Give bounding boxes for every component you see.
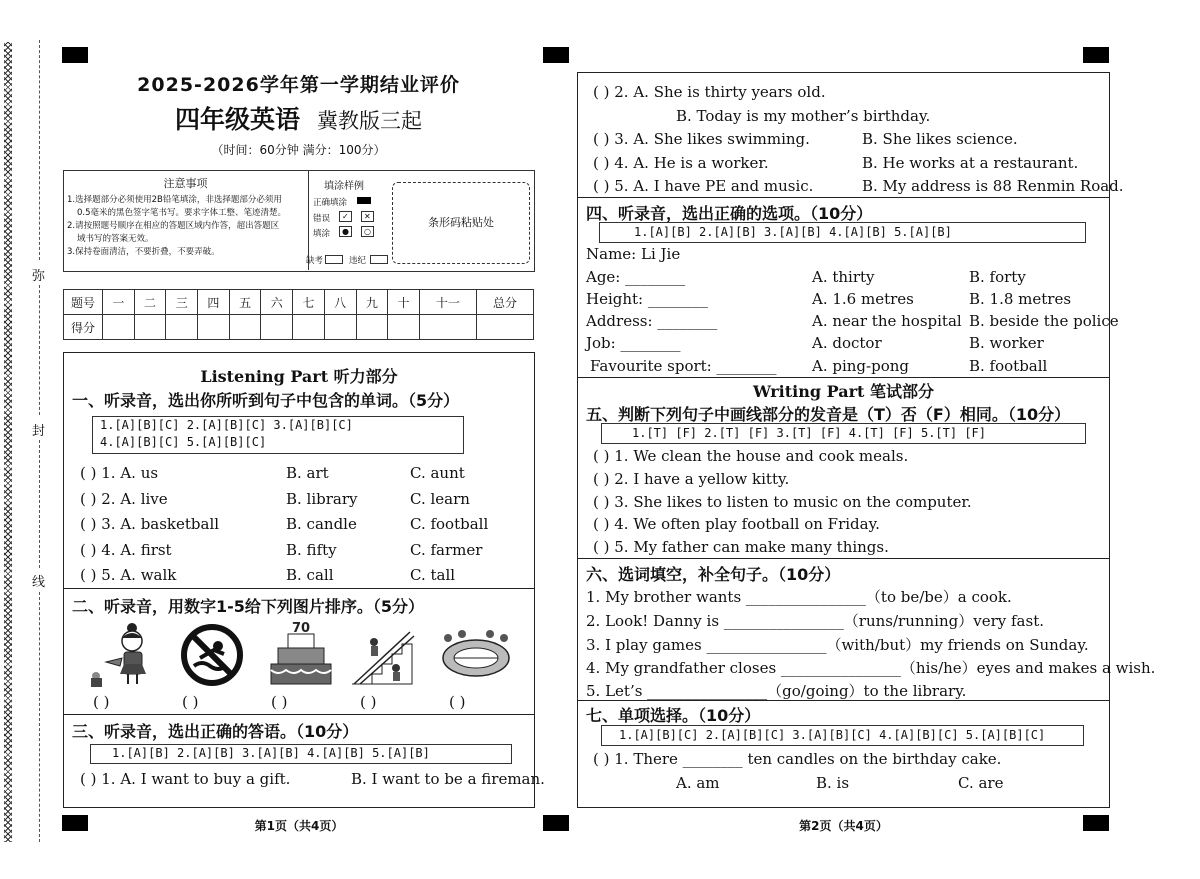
section-divider bbox=[577, 377, 1110, 378]
side-char-mi: 弥 bbox=[32, 269, 46, 284]
section-divider bbox=[577, 700, 1110, 701]
option-c: C. tall bbox=[410, 566, 456, 584]
side-char-xian: 线 bbox=[32, 575, 46, 590]
notice-line: 0.5毫米的黑色签字笔书写。要求字体工整、笔迹清楚。 bbox=[77, 208, 287, 218]
question-row: ( ) 5. A. walk bbox=[80, 566, 177, 584]
violation-label: 违纪 bbox=[349, 256, 367, 266]
score-cell[interactable] bbox=[134, 315, 166, 340]
option-b: B. He works at a restaurant. bbox=[862, 154, 1079, 172]
question-row: ( ) 3. She likes to listen to music on the computer. bbox=[593, 493, 972, 511]
info-label: Address: ________ bbox=[586, 312, 718, 330]
check-box-icon: ✓ bbox=[339, 211, 352, 222]
info-label: Age: ________ bbox=[586, 268, 686, 286]
question-row: ( ) 5. A. I have PE and music. bbox=[593, 177, 814, 195]
answer-options[interactable]: 1.[A][B] 2.[A][B] 3.[A][B] 4.[A][B] 5.[A][B] bbox=[634, 225, 952, 239]
score-cell[interactable] bbox=[103, 315, 135, 340]
section-divider bbox=[63, 714, 535, 715]
page-footer-2: 第2页（共4页） bbox=[799, 819, 888, 833]
absent-label: 缺考 bbox=[306, 256, 324, 266]
question-row: ( ) 4. We often play football on Friday. bbox=[593, 515, 880, 533]
score-cell[interactable] bbox=[229, 315, 261, 340]
notice-line: 2.请按照题号顺序在相应的答题区域内作答，超出答题区 bbox=[67, 221, 280, 231]
dot-box-icon: ● bbox=[339, 226, 352, 237]
section-divider bbox=[577, 558, 1110, 559]
score-cell[interactable] bbox=[324, 315, 356, 340]
option-b: B. art bbox=[286, 464, 329, 482]
question-row: ( ) 1. There ________ ten candles on the birthday cake. bbox=[593, 750, 1002, 768]
fill-wrong-label: 错误 bbox=[313, 214, 331, 224]
notice-text bbox=[67, 194, 307, 259]
answer-options[interactable]: 1.[A][B][C] 2.[A][B][C] 3.[A][B][C] bbox=[100, 418, 353, 432]
score-header-cell: 五 bbox=[229, 290, 261, 315]
option-c: C. aunt bbox=[410, 464, 465, 482]
option-b: B. candle bbox=[286, 515, 357, 533]
option-b: B. worker bbox=[969, 334, 1044, 352]
option-b: B. forty bbox=[969, 268, 1026, 286]
info-label: Favourite sport: ________ bbox=[590, 357, 777, 375]
barcode-label: 条形码粘贴处 bbox=[428, 216, 494, 229]
subject-line bbox=[63, 100, 534, 136]
section-3-heading: 三、听录音，选出正确的答语。（10分） bbox=[72, 722, 359, 741]
question-row: ( ) 2. I have a yellow kitty. bbox=[593, 470, 790, 488]
notice-line: 1.选择题部分必须使用2B铅笔填涂，非选择题部分必须用 bbox=[67, 195, 282, 205]
scan-marker bbox=[1083, 47, 1109, 63]
section-divider bbox=[577, 197, 1110, 198]
picture-order-blank[interactable]: ( ) bbox=[93, 693, 110, 711]
option-b: B. She likes science. bbox=[862, 130, 1018, 148]
score-cell[interactable] bbox=[476, 315, 533, 340]
score-header-cell: 总分 bbox=[476, 290, 533, 315]
option-b: B. Today is my mother’s birthday. bbox=[676, 107, 931, 125]
scan-marker bbox=[543, 815, 569, 831]
score-cell[interactable] bbox=[261, 315, 293, 340]
cross-box-icon: ✕ bbox=[361, 211, 374, 222]
fill-wrong-label-2: 填涂 bbox=[313, 229, 331, 239]
option-c: C. football bbox=[410, 515, 489, 533]
question-row: ( ) 3. A. She likes swimming. bbox=[593, 130, 810, 148]
option-a: A. doctor bbox=[812, 334, 882, 352]
fill-blank-row[interactable]: 1. My brother wants ________________（to be/be）a cook. bbox=[586, 588, 1012, 606]
exam-title: 2025-2026学年第一学期结业评价 bbox=[137, 74, 460, 96]
exam-meta: （时间：60分钟 满分：100分） bbox=[211, 143, 386, 157]
option-a: A. thirty bbox=[812, 268, 875, 286]
option-b: B. is bbox=[816, 774, 850, 792]
option-c: C. farmer bbox=[410, 541, 483, 559]
score-cell[interactable] bbox=[198, 315, 230, 340]
seal-line bbox=[39, 592, 40, 842]
seal-line bbox=[39, 40, 40, 260]
section-4-heading: 四、听录音，选出正确的选项。（10分） bbox=[586, 204, 873, 223]
seal-line bbox=[39, 285, 40, 415]
section-1-heading: 一、听录音，选出你所听到句子中包含的单词。（5分） bbox=[72, 391, 460, 410]
option-b: B. call bbox=[286, 566, 334, 584]
sports-stadium-picture bbox=[440, 626, 512, 682]
score-cell[interactable] bbox=[388, 315, 420, 340]
option-b: B. library bbox=[286, 490, 358, 508]
info-label: Height: ________ bbox=[586, 290, 708, 308]
fill-blank-row[interactable]: 3. I play games ________________（with/but）my friends on Sunday. bbox=[586, 636, 1089, 654]
score-header-cell: 八 bbox=[324, 290, 356, 315]
fill-sample-heading: 填涂样例 bbox=[324, 181, 364, 192]
score-cell[interactable] bbox=[166, 315, 198, 340]
score-header-cell: 四 bbox=[198, 290, 230, 315]
score-table bbox=[63, 289, 534, 340]
option-a: A. 1.6 metres bbox=[812, 290, 914, 308]
question-row: ( ) 2. A. She is thirty years old. bbox=[593, 83, 826, 101]
score-header-cell: 一 bbox=[103, 290, 135, 315]
answer-options[interactable]: 1.[T] [F] 2.[T] [F] 3.[T] [F] 4.[T] [F] 5.[T] [F] bbox=[632, 426, 987, 440]
question-row: ( ) 4. A. first bbox=[80, 541, 172, 559]
score-label-cell: 得分 bbox=[64, 315, 103, 340]
question-row: ( ) 1. We clean the house and cook meals. bbox=[593, 447, 909, 465]
circle-box-icon: ○ bbox=[361, 226, 374, 237]
fill-blank-row[interactable]: 4. My grandfather closes ________________（his/he）eyes and makes a wish. bbox=[586, 659, 1156, 677]
picture-order-blank[interactable]: ( ) bbox=[271, 693, 288, 711]
score-cell[interactable] bbox=[419, 315, 476, 340]
binding-zigzag bbox=[4, 42, 12, 842]
score-header-cell: 三 bbox=[166, 290, 198, 315]
picture-order-blank[interactable]: ( ) bbox=[182, 693, 199, 711]
listening-title: Listening Part 听力部分 bbox=[200, 367, 398, 386]
section-7-heading: 七、单项选择。（10分） bbox=[586, 706, 761, 725]
absent-box[interactable] bbox=[325, 255, 343, 264]
option-a: A. ping-pong bbox=[812, 357, 909, 375]
score-value-row bbox=[64, 315, 534, 340]
section-6-heading: 六、选词填空，补全句子。（10分） bbox=[586, 565, 841, 584]
picture-order-blank[interactable]: ( ) bbox=[360, 693, 377, 711]
children-on-stairs-picture bbox=[350, 622, 416, 688]
score-cell[interactable] bbox=[293, 315, 325, 340]
option-b: B. I want to be a fireman. bbox=[351, 770, 545, 788]
fill-correct-label: 正确填涂 bbox=[313, 198, 348, 208]
side-char-feng: 封 bbox=[32, 424, 46, 439]
option-a: A. near the hospital bbox=[812, 312, 962, 330]
notice-line: 3.保持卷面清洁，不要折叠，不要弄破。 bbox=[67, 247, 220, 257]
subject: 四年级英语 bbox=[174, 105, 300, 134]
girl-watering-flowers-picture bbox=[84, 622, 164, 688]
question-row: ( ) 1. A. us bbox=[80, 464, 159, 482]
question-row: ( ) 3. A. basketball bbox=[80, 515, 220, 533]
section-2-heading: 二、听录音，用数字1-5给下列图片排序。（5分） bbox=[72, 597, 425, 616]
option-b: B. football bbox=[969, 357, 1048, 375]
score-header-cell: 六 bbox=[261, 290, 293, 315]
answer-options[interactable]: 4.[A][B][C] 5.[A][B][C] bbox=[100, 435, 267, 449]
score-header-cell: 题号 bbox=[64, 290, 103, 315]
question-row: ( ) 2. A. live bbox=[80, 490, 168, 508]
scan-marker bbox=[62, 47, 88, 63]
section-5-heading: 五、判断下列句子中画线部分的发音是（T）否（F）相同。（10分） bbox=[586, 405, 1071, 424]
score-header-cell: 十 bbox=[388, 290, 420, 315]
scan-marker bbox=[543, 47, 569, 63]
seal-line bbox=[39, 440, 40, 568]
picture-order-blank[interactable]: ( ) bbox=[449, 693, 466, 711]
score-cell[interactable] bbox=[356, 315, 388, 340]
edition: 冀教版三起 bbox=[317, 109, 423, 133]
option-b: B. My address is 88 Renmin Road. bbox=[862, 177, 1124, 195]
answer-options[interactable]: 1.[A][B] 2.[A][B] 3.[A][B] 4.[A][B] 5.[A][B] bbox=[112, 746, 430, 760]
option-b: B. fifty bbox=[286, 541, 337, 559]
score-header-cell: 二 bbox=[134, 290, 166, 315]
question-row: ( ) 5. My father can make many things. bbox=[593, 538, 889, 556]
option-b: B. 1.8 metres bbox=[969, 290, 1072, 308]
cake-number-label: 70 bbox=[291, 621, 311, 636]
violation-box[interactable] bbox=[370, 255, 388, 264]
page-footer-1: 第1页（共4页） bbox=[254, 819, 344, 833]
score-header-cell: 七 bbox=[293, 290, 325, 315]
fill-blank-row[interactable]: 2. Look! Danny is ________________（runs/running）very fast. bbox=[586, 612, 1044, 630]
score-header-cell: 十一 bbox=[419, 290, 476, 315]
birthday-cake-picture bbox=[268, 620, 334, 688]
section-divider bbox=[63, 588, 535, 589]
answer-options[interactable]: 1.[A][B][C] 2.[A][B][C] 3.[A][B][C] 4.[A][B][C] 5.[A][B][C] bbox=[619, 728, 1046, 742]
score-header-cell: 九 bbox=[356, 290, 388, 315]
notice-line: 域书写的答案无效。 bbox=[77, 234, 154, 244]
option-a: A. am bbox=[676, 774, 720, 792]
score-header-row bbox=[64, 290, 534, 315]
no-swimming-sign-picture bbox=[180, 624, 244, 686]
name-line: Name: Li Jie bbox=[586, 245, 681, 263]
info-label: Job: ________ bbox=[586, 334, 681, 352]
notice-heading: 注意事项 bbox=[163, 177, 208, 190]
question-row: ( ) 1. A. I want to buy a gift. bbox=[80, 770, 291, 788]
writing-title: Writing Part 笔试部分 bbox=[753, 382, 934, 401]
fill-blank-row[interactable]: 5. Let’s ________________（go/going）to the library. bbox=[586, 682, 967, 700]
filled-box-icon bbox=[357, 197, 371, 204]
question-row: ( ) 4. A. He is a worker. bbox=[593, 154, 769, 172]
option-c: C. are bbox=[958, 774, 1004, 792]
option-b: B. beside the police bbox=[969, 312, 1119, 330]
option-c: C. learn bbox=[410, 490, 470, 508]
